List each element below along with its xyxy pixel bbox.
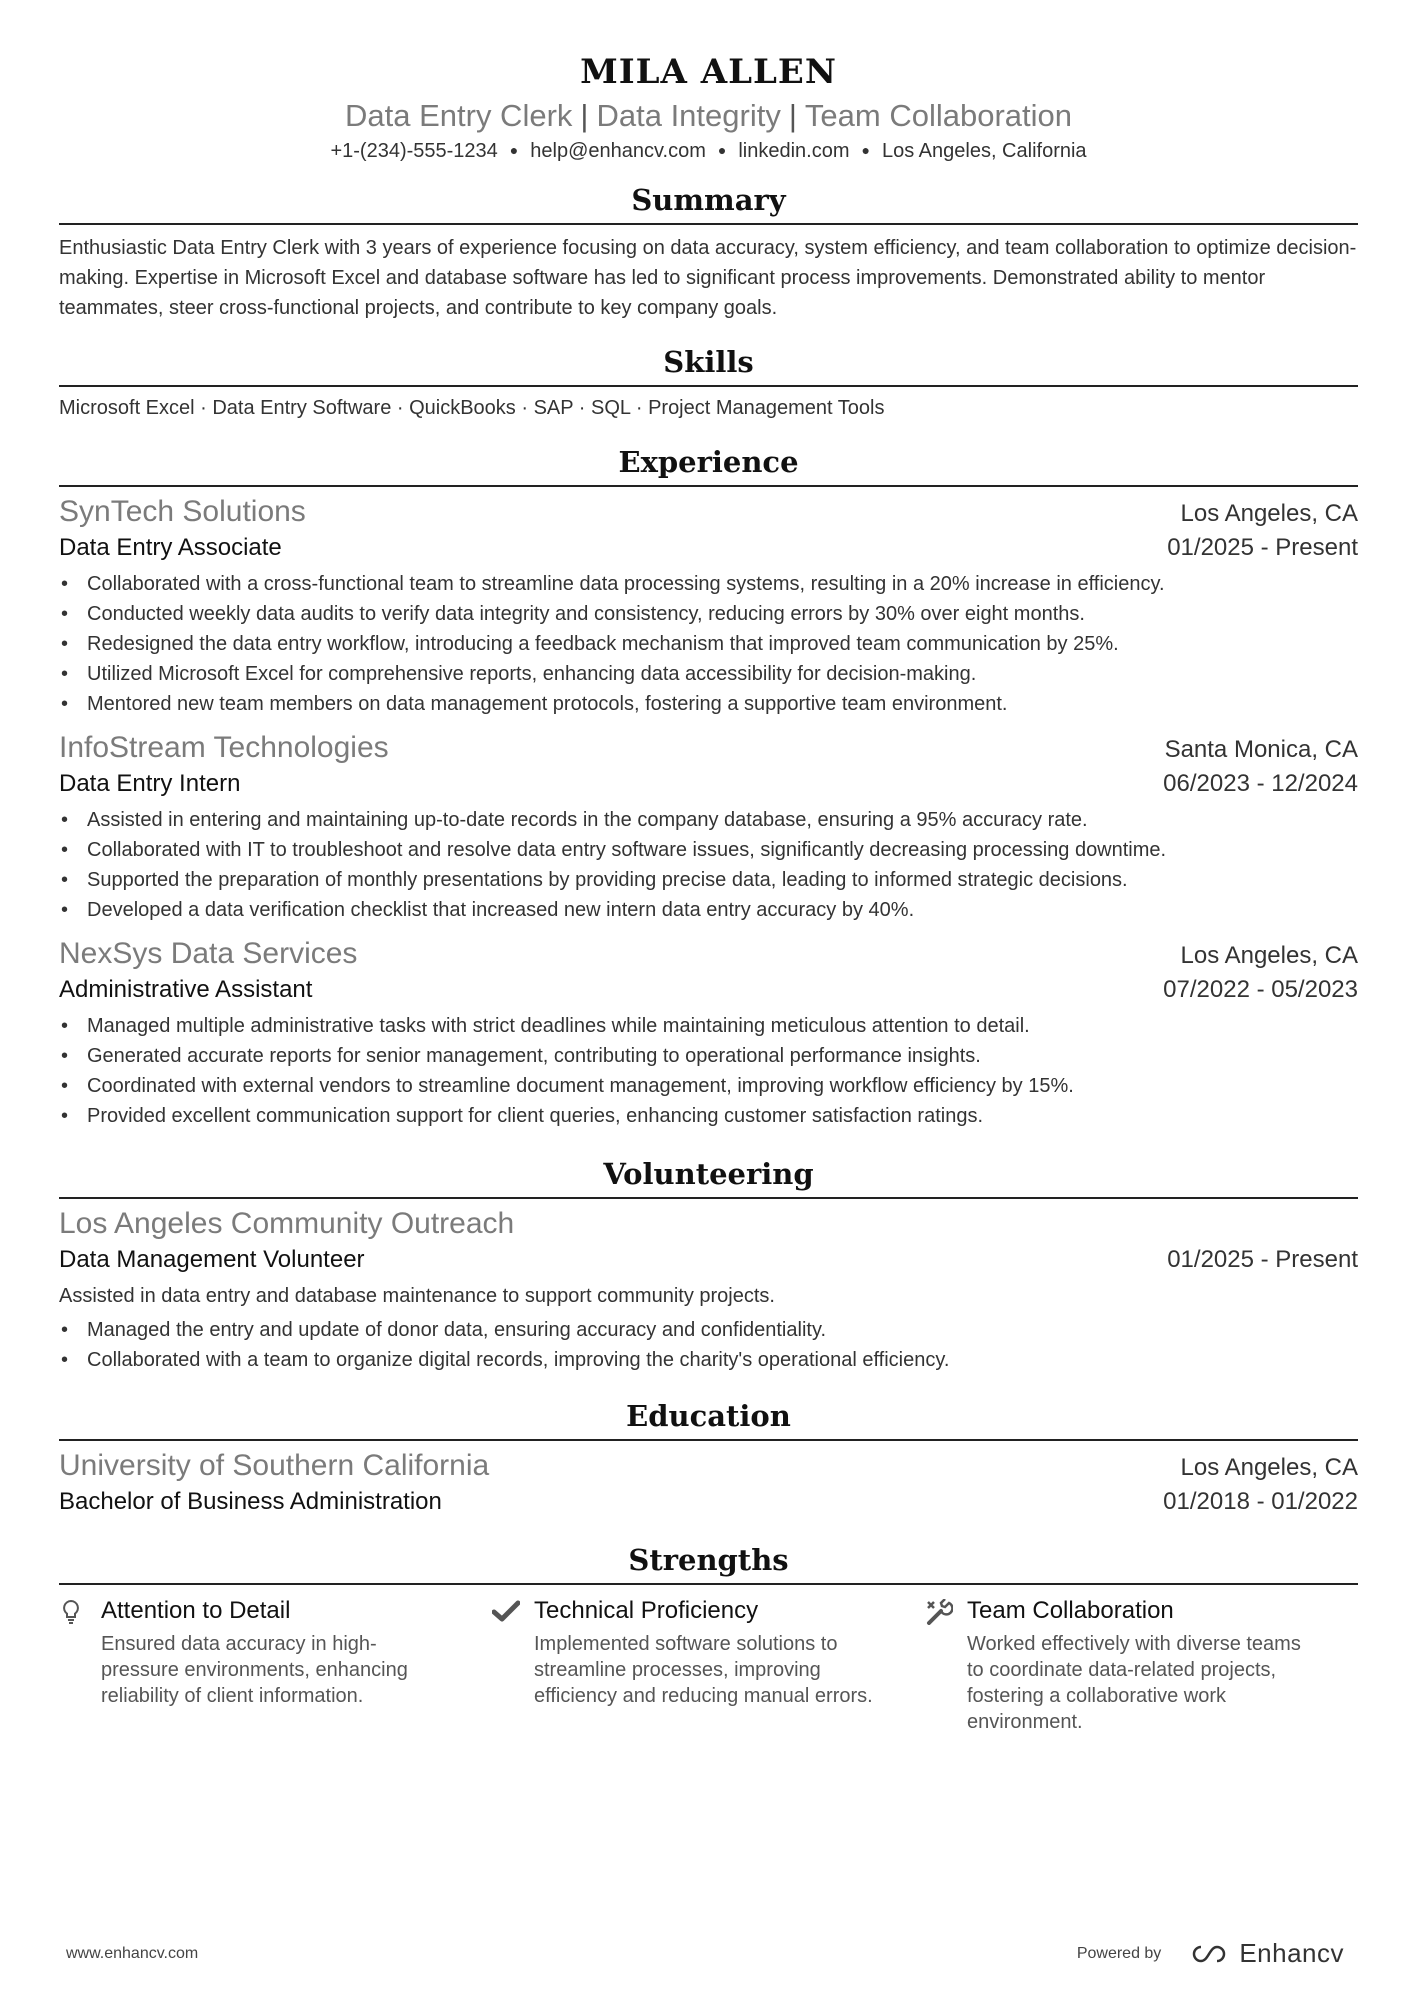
company-name: NexSys Data Services xyxy=(59,937,358,970)
volunteer-description: Assisted in data entry and database maintenance to support community projects. xyxy=(59,1285,775,1307)
bullet-dot: ● xyxy=(861,142,870,158)
education-degree-row xyxy=(59,1485,1358,1519)
strength-description: Worked effectively with diverse teams to coordinate data-related projects, fostering a collaborative work environment. xyxy=(967,1633,1301,1733)
bullet-dot: ● xyxy=(717,142,727,158)
bullet-item: • Provided excellent communication support for client queries, enhancing customer satisfaction ratings. xyxy=(59,1101,1358,1131)
volunteer-role: Data Management Volunteer xyxy=(59,1246,365,1273)
brand-name: Enhancv xyxy=(1239,1938,1344,1968)
page-footer xyxy=(66,1938,1344,1969)
education-dates: 01/2018 - 01/2022 xyxy=(1163,1488,1358,1515)
strength-item xyxy=(925,1595,1358,1735)
job-role-row xyxy=(59,531,1358,565)
bullet-item: • Managed multiple administrative tasks with strict deadlines while maintaining meticulous attention to detail. xyxy=(59,1011,1358,1041)
education-heading: Education xyxy=(59,1397,1358,1441)
education-section xyxy=(59,1397,1358,1519)
footer-site-link[interactable]: www.enhancv.com xyxy=(66,1944,199,1962)
bullet-item: • Conducted weekly data audits to verify data integrity and consistency, reducing errors by 30% over eight months. xyxy=(59,599,1358,629)
volunteering-section xyxy=(59,1155,1358,1375)
tools-icon xyxy=(925,1595,967,1735)
volunteer-dates: 01/2025 - Present xyxy=(1167,1246,1358,1273)
volunteering-entry xyxy=(59,1205,1358,1375)
job-header-row xyxy=(59,935,1358,973)
checkmark-icon xyxy=(492,1595,534,1735)
summary-section xyxy=(59,181,1358,323)
bullet-item: • Utilized Microsoft Excel for comprehensive reports, enhancing data accessibility for decision-making. xyxy=(59,659,1358,689)
job-bullets xyxy=(59,1011,1358,1131)
headline-separator: | xyxy=(788,98,797,133)
bullet-item: • Collaborated with a team to organize digital records, improving the charity's operational efficiency. xyxy=(59,1345,1358,1375)
job-location: Los Angeles, CA xyxy=(1180,500,1358,527)
resume-content xyxy=(59,0,1358,1735)
bullet-item: • Coordinated with external vendors to streamline document management, improving workflow efficiency by 15%. xyxy=(59,1071,1358,1101)
job-header-row xyxy=(59,493,1358,531)
job-location: Los Angeles, CA xyxy=(1180,942,1358,969)
bullet-item: • Redesigned the data entry workflow, introducing a feedback mechanism that improved team communication by 25%. xyxy=(59,629,1358,659)
job-dates: 07/2022 - 05/2023 xyxy=(1163,976,1358,1003)
bullet-item: • Managed the entry and update of donor data, ensuring accuracy and confidentiality. xyxy=(59,1315,1358,1345)
headline-title: Data Entry Clerk xyxy=(345,98,573,133)
resume-header xyxy=(59,0,1358,165)
job-role: Data Entry Associate xyxy=(59,534,282,561)
bullet-item: • Generated accurate reports for senior management, contributing to operational performance insights. xyxy=(59,1041,1358,1071)
volunteer-org: Los Angeles Community Outreach xyxy=(59,1207,515,1240)
headline-titles xyxy=(59,96,1358,136)
skills-section xyxy=(59,343,1358,423)
contact-info xyxy=(59,136,1358,165)
powered-by xyxy=(1077,1938,1344,1969)
strength-item xyxy=(492,1595,925,1735)
job-role-row xyxy=(59,767,1358,801)
volunteer-header-row xyxy=(59,1205,1358,1243)
strength-title: Team Collaboration xyxy=(967,1597,1174,1624)
job-bullets xyxy=(59,569,1358,719)
school-location: Los Angeles, CA xyxy=(1180,1454,1358,1481)
skills-list: Microsoft Excel · Data Entry Software · QuickBooks · SAP · SQL · Project Management Tools xyxy=(59,397,885,419)
strength-item xyxy=(59,1595,492,1735)
job-location: Santa Monica, CA xyxy=(1164,736,1358,763)
education-entry xyxy=(59,1447,1358,1519)
school-name: University of Southern California xyxy=(59,1449,490,1482)
experience-section xyxy=(59,443,1358,1131)
bullet-item: • Developed a data verification checklist that increased new intern data entry accuracy by 40%. xyxy=(59,895,1358,925)
strength-description: Ensured data accuracy in high-pressure environments, enhancing reliability of client information. xyxy=(101,1633,408,1707)
bullet-item: • Supported the preparation of monthly presentations by providing precise data, leading to informed strategic decisions. xyxy=(59,865,1358,895)
skills-heading: Skills xyxy=(59,343,1358,387)
bullet-item: • Mentored new team members on data management protocols, fostering a supportive team environment. xyxy=(59,689,1358,719)
bullet-item: • Collaborated with a cross-functional team to streamline data processing systems, resulting in a 20% increase in efficiency. xyxy=(59,569,1358,599)
strengths-grid xyxy=(59,1595,1358,1735)
bullet-item: • Collaborated with IT to troubleshoot and resolve data entry software issues, significantly decreasing processing downtime. xyxy=(59,835,1358,865)
volunteer-bullets xyxy=(59,1315,1358,1375)
strength-description: Implemented software solutions to streamline processes, improving efficiency and reducing manual errors. xyxy=(534,1633,873,1707)
job-role: Administrative Assistant xyxy=(59,976,313,1003)
contact-phone[interactable]: +1-(234)-555-1234 xyxy=(330,140,498,162)
job-bullets xyxy=(59,805,1358,925)
summary-text: Enthusiastic Data Entry Clerk with 3 years of experience focusing on data accuracy, system efficiency, and team collaboration to optimize decision-making. Expertise in Microsoft Excel and database software has led to significant process improvements. Demonstrated ability to mentor teammates, steer cross-functional projects, and contribute to key company goals. xyxy=(59,237,1357,319)
lightbulb-icon xyxy=(59,1595,101,1735)
contact-linkedin[interactable]: linkedin.com xyxy=(738,140,850,162)
headline-separator: | xyxy=(580,98,589,133)
enhancv-logo-icon xyxy=(1187,1942,1231,1966)
strength-title: Attention to Detail xyxy=(101,1597,291,1624)
experience-entry xyxy=(59,935,1358,1131)
volunteering-heading: Volunteering xyxy=(59,1155,1358,1199)
experience-entry xyxy=(59,729,1358,925)
job-role-row xyxy=(59,973,1358,1007)
company-name: InfoStream Technologies xyxy=(59,731,389,764)
job-role: Data Entry Intern xyxy=(59,770,241,797)
contact-email[interactable]: help@enhancv.com xyxy=(530,140,706,162)
experience-heading: Experience xyxy=(59,443,1358,487)
headline-title: Team Collaboration xyxy=(804,98,1072,133)
strengths-heading: Strengths xyxy=(59,1541,1358,1585)
job-dates: 06/2023 - 12/2024 xyxy=(1163,770,1358,797)
headline-title: Data Integrity xyxy=(596,98,781,133)
volunteer-role-row xyxy=(59,1243,1358,1277)
summary-heading: Summary xyxy=(59,181,1358,225)
experience-entry xyxy=(59,493,1358,719)
candidate-name: MILA ALLEN xyxy=(580,52,837,92)
bullet-dot: ● xyxy=(509,142,519,158)
strengths-section xyxy=(59,1541,1358,1735)
strength-title: Technical Proficiency xyxy=(534,1597,759,1624)
bullet-item: • Assisted in entering and maintaining up-to-date records in the company database, ensuring a 95% accuracy rate. xyxy=(59,805,1358,835)
education-header-row xyxy=(59,1447,1358,1485)
contact-location: Los Angeles, California xyxy=(881,140,1087,162)
job-dates: 01/2025 - Present xyxy=(1167,534,1358,561)
company-name: SynTech Solutions xyxy=(59,495,306,528)
job-header-row xyxy=(59,729,1358,767)
powered-by-label: Powered by xyxy=(1076,1944,1162,1962)
degree: Bachelor of Business Administration xyxy=(59,1488,442,1515)
